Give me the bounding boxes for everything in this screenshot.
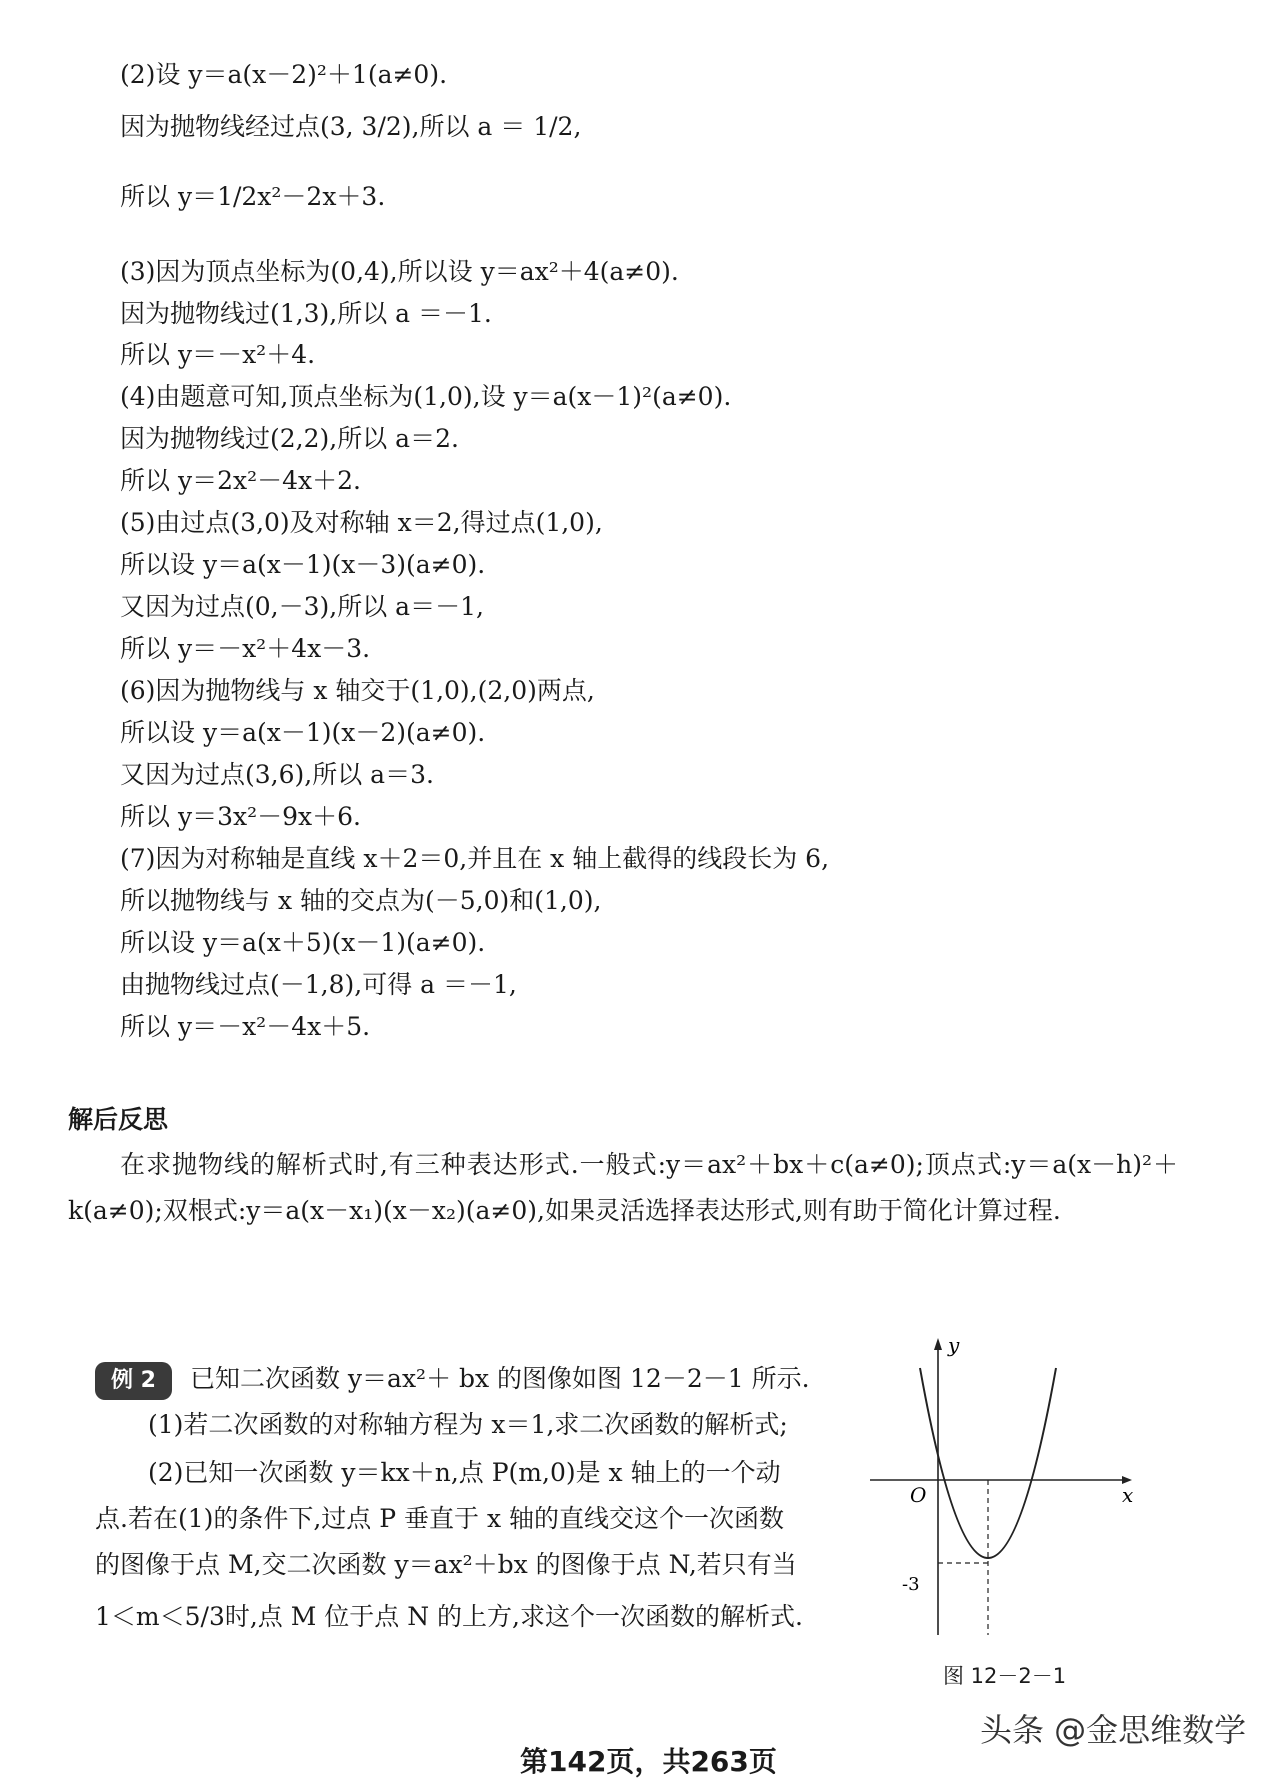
y-axis-arrow-icon [934, 1338, 942, 1350]
solution-line: (4)由题意可知,顶点坐标为(1,0),设 y＝a(x－1)²(a≠0). [120, 382, 732, 411]
example-line: 点.若在(1)的条件下,过点 P 垂直于 x 轴的直线交这个一次函数 [95, 1504, 785, 1533]
example-title: 已知二次函数 y＝ax²＋ bx 的图像如图 12－2－1 所示. [189, 1364, 810, 1393]
solution-line: 所以 y＝－x²＋4. [120, 340, 316, 369]
min-value-label: -3 [902, 1574, 920, 1595]
example-badge: 例 2 [95, 1362, 172, 1400]
solution-line: (7)因为对称轴是直线 x＋2＝0,并且在 x 轴上截得的线段长为 6, [120, 844, 830, 873]
solution-line: 所以设 y＝a(x－1)(x－3)(a≠0). [120, 550, 486, 579]
solution-line: 所以 y＝－x²＋4x－3. [120, 634, 371, 663]
example-title-line [95, 1362, 810, 1400]
solution-line: 又因为过点(3,6),所以 a＝3. [120, 760, 434, 789]
reflection-text: 在求抛物线的解析式时,有三种表达形式.一般式:y＝ax²＋bx＋c(a≠0);顶点式:y＝a(x－h)²＋k(a≠0);双根式:y＝a(x－x₁)(x－x₂)(a≠0),如果灵活选择表达形式,则有助于简化计算过程. [68, 1150, 1178, 1225]
reflection-heading: 解后反思 [68, 1105, 169, 1134]
solution-line: 所以 y＝3x²－9x＋6. [120, 802, 361, 831]
parabola-graph [860, 1330, 1140, 1640]
example-line: 的图像于点 M,交二次函数 y＝ax²＋bx 的图像于点 N,若只有当 [95, 1550, 797, 1579]
solution-line: 所以设 y＝a(x－1)(x－2)(a≠0). [120, 718, 486, 747]
solution-line: (6)因为抛物线与 x 轴交于(1,0),(2,0)两点, [120, 676, 595, 705]
figure-caption: 图 12－2－1 [943, 1664, 1067, 1688]
solution-line: 所以 y＝1/2x²－2x＋3. [120, 182, 386, 211]
solution-line: 因为抛物线经过点(3, 3/2),所以 a ＝ 1/2, [120, 112, 582, 141]
watermark: 头条 @金思维数学 [980, 1711, 1247, 1749]
origin-label: O [910, 1483, 927, 1507]
solution-line: (3)因为顶点坐标为(0,4),所以设 y＝ax²＋4(a≠0). [120, 257, 679, 286]
x-axis-label: x [1122, 1483, 1134, 1507]
solution-line: (2)设 y＝a(x－2)²＋1(a≠0). [120, 60, 448, 89]
example-line: 1＜m＜5/3时,点 M 位于点 N 的上方,求这个一次函数的解析式. [95, 1602, 803, 1631]
example-line: (1)若二次函数的对称轴方程为 x＝1,求二次函数的解析式; [148, 1410, 788, 1439]
y-axis-label: y [948, 1333, 960, 1357]
solution-line: 所以 y＝2x²－4x＋2. [120, 466, 361, 495]
example-line: (2)已知一次函数 y＝kx＋n,点 P(m,0)是 x 轴上的一个动 [148, 1458, 781, 1487]
solution-line: (5)由过点(3,0)及对称轴 x＝2,得过点(1,0), [120, 508, 603, 537]
solution-line: 所以抛物线与 x 轴的交点为(－5,0)和(1,0), [120, 886, 602, 915]
solution-line: 所以 y＝－x²－4x＋5. [120, 1012, 371, 1041]
page-footer: 第142页，共263页 [520, 1745, 777, 1778]
solution-line: 因为抛物线过(2,2),所以 a＝2. [120, 424, 459, 453]
solution-line: 因为抛物线过(1,3),所以 a ＝－1. [120, 299, 492, 328]
solution-line: 所以设 y＝a(x＋5)(x－1)(a≠0). [120, 928, 486, 957]
solution-line: 又因为过点(0,－3),所以 a＝－1, [120, 592, 484, 621]
solution-line: 由抛物线过点(－1,8),可得 a ＝－1, [120, 970, 517, 999]
